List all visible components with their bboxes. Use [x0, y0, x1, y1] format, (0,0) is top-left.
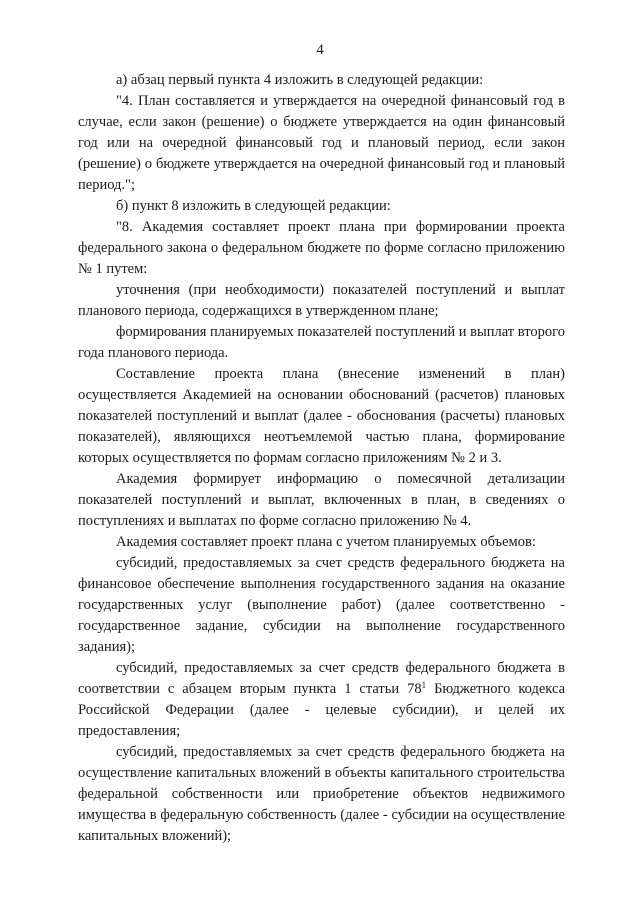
paragraph: субсидий, предоставляемых за счет средств федерального бюджета на осуществление капитальных вложений в объекты капитального строительства федеральной собственности или приобретение объектов недвижимого имущества в федеральную собственность (далее - субсидии на осуществление капитальных вложений);: [78, 744, 565, 844]
page-number: 4: [316, 42, 324, 58]
paragraph: Академия формирует информацию о помесячной детализации показателей поступлений и выплат, включенных в план, в сведениях о поступлениях и выплатах по форме согласно приложению № 4.: [78, 471, 565, 529]
paragraph: Академия составляет проект плана с учетом планируемых объемов:: [116, 534, 536, 550]
superscript-index: 1: [421, 680, 427, 690]
paragraph: а) абзац первый пункта 4 изложить в следующей редакции:: [116, 72, 484, 88]
paragraph: "8. Академия составляет проект плана при формировании проекта федерального закона о федеральном бюджете по форме согласно приложению № 1 путем:: [78, 219, 565, 277]
paragraph-text: Бюджетного кодекса Российской Федерации (далее - целевые субсидии), и целей их предоставления;: [78, 681, 566, 739]
paragraph-text: субсидий, предоставляемых за счет средств федерального бюджета в соответствии с абзацем вторым пункта 1 статьи 78: [78, 660, 565, 697]
paragraph: формирования планируемых показателей поступлений и выплат второго года планового периода.: [78, 324, 565, 361]
paragraph: "4. План составляется и утверждается на очередной финансовый год в случае, если закон (решение) о бюджете утверждается на один финансовый год или на очередной финансовый год и плановый период, если закон (решение) о бюджете утверждается на очередной финансовый год и плановый период.";: [78, 93, 565, 193]
document-body: [78, 70, 565, 847]
paragraph: б) пункт 8 изложить в следующей редакции:: [116, 198, 391, 214]
paragraph-with-footnote-ref: [78, 658, 565, 742]
paragraph: уточнения (при необходимости) показателей поступлений и выплат планового периода, содержащихся в утвержденном плане;: [78, 282, 565, 319]
paragraph: Составление проекта плана (внесение изменений в план) осуществляется Академией на основании обоснований (расчетов) плановых показателей поступлений и выплат (далее - обоснования (расчеты) плановых показателей), являющихся неотъемлемой частью плана, формирование которых осуществляется по формам согласно приложениям № 2 и 3.: [78, 366, 565, 466]
paragraph: субсидий, предоставляемых за счет средств федерального бюджета на финансовое обеспечение выполнения государственного задания на оказание государственных услуг (выполнение работ) (далее соответственно - государственное задание, субсидии на выполнение государственного задания);: [78, 555, 565, 655]
